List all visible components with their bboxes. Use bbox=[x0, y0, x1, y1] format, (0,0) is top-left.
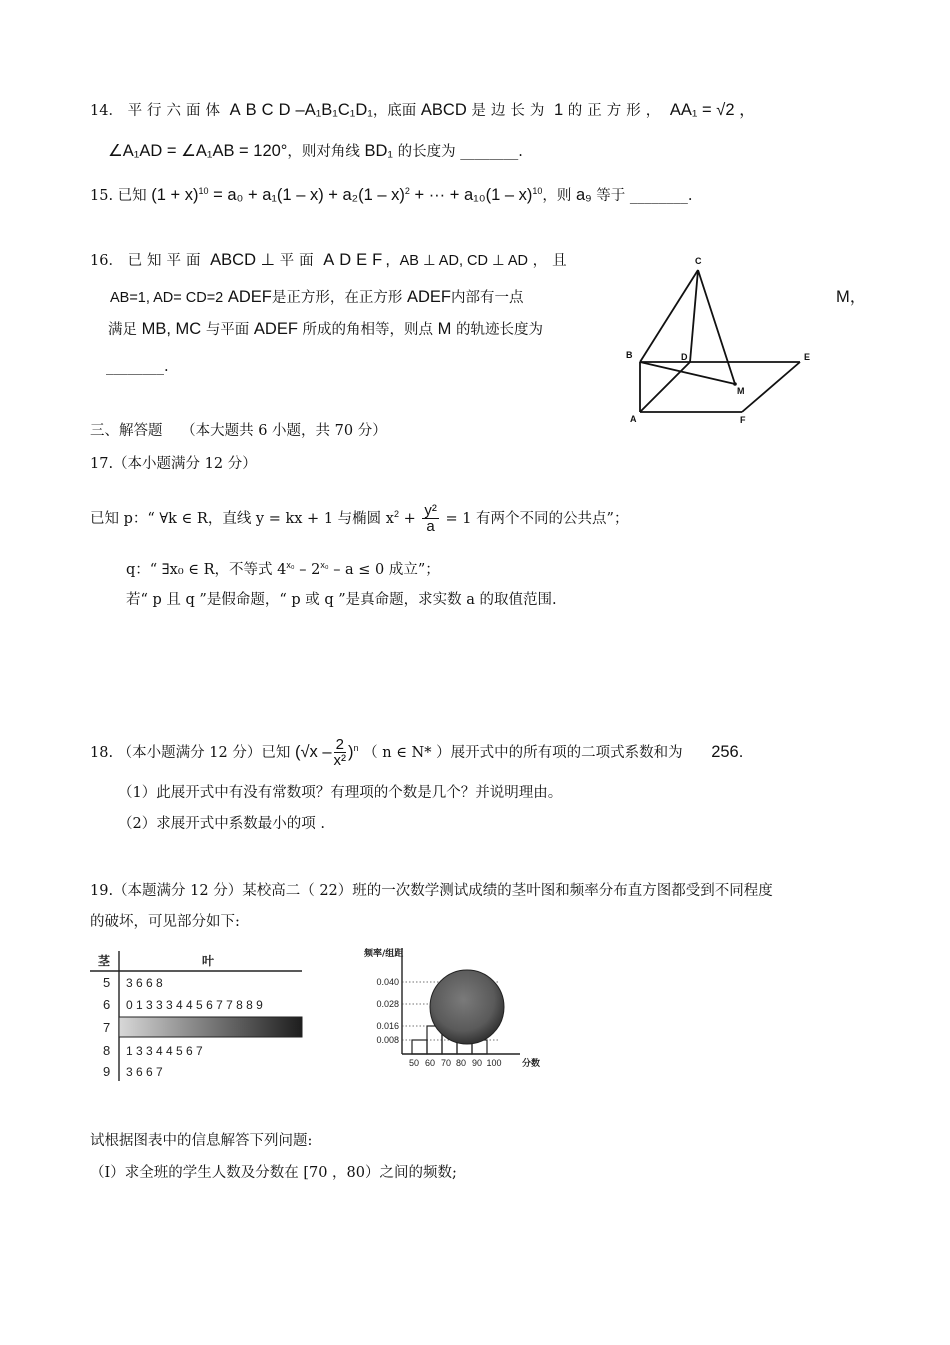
q16-line2: AB=1, AD= CD=2 ADEF是正方形，在正方形 ADEF内部有一点 bbox=[110, 288, 524, 306]
xtick-100: 100 bbox=[486, 1058, 502, 1068]
q14-line2: ∠A₁AD = ∠A₁AB = 120°，则对角线 BD₁ 的长度为 ________. bbox=[108, 142, 523, 160]
q15-line: 15. 已知 $(1 + x)^{10} = a_0 + a_1(1 - x) + a_2(1 - x)^2$ + ··· + a₁₀(1 – x)$^{10}$，则 a₉ 等于 ________. bbox=[90, 185, 693, 204]
stem-9: 9 bbox=[103, 1064, 111, 1079]
q16-geometry-figure bbox=[620, 250, 820, 430]
label-f: F bbox=[740, 415, 746, 425]
label-a: A bbox=[630, 414, 637, 424]
ytick-0028: 0.028 bbox=[376, 999, 399, 1009]
q18-item1: （1）此展开式中有没有常数项？有理项的个数是几个？并说明理由。 bbox=[118, 785, 563, 801]
leaves-8: 1 3 3 4 4 5 6 7 bbox=[126, 1044, 203, 1058]
leaves-5: 3 6 6 8 bbox=[126, 976, 163, 990]
q16-line1: 16． 已知平面 ABCD ⊥ 平面 ADEF, AB ⊥ AD, CD ⊥ AD ，且 bbox=[90, 251, 572, 269]
stem-7: 7 bbox=[103, 1020, 111, 1035]
stem-6: 6 bbox=[103, 997, 111, 1012]
q18-line: 18. （本小题满分 12 分）已知 (√x – $\frac{2}{\text{x²}}$ )$^n$ （ n ∈ N* ）展开式中的所有项的二项式系数和为 256. bbox=[90, 736, 744, 770]
q16-line4: ________. bbox=[106, 359, 169, 375]
q17-head: 17.（本小题满分 12 分） bbox=[90, 456, 257, 472]
xtick-80: 80 bbox=[455, 1058, 467, 1068]
label-m: M bbox=[737, 386, 745, 396]
bar-50-60 bbox=[412, 1040, 427, 1054]
xtick-60: 60 bbox=[424, 1058, 436, 1068]
xtick-50: 50 bbox=[408, 1058, 420, 1068]
damaged-row-70s bbox=[119, 1017, 302, 1037]
q14-line1: 14． 平行六面体 ABCD–A₁B₁C₁D₁，底面 ABCD 是边长为 1 的正方形， AA₁ = √2 ， bbox=[90, 101, 756, 119]
xtick-90: 90 bbox=[471, 1058, 483, 1068]
stem-header: 茎 bbox=[98, 954, 111, 968]
q16-line3: 满足 MB, MC 与平面 ADEF 所成的角相等，则点 M 的轨迹长度为 bbox=[108, 320, 544, 338]
stem-8: 8 bbox=[103, 1043, 111, 1058]
ytick-0016: 0.016 bbox=[376, 1021, 399, 1031]
leaves-9: 3 6 6 7 bbox=[126, 1065, 163, 1079]
q17-q: q：“ ∃x₀ ∈ R，不等式 $4^{x_0} - 2^{x_0} - a \le 0$ 成立”； bbox=[126, 560, 440, 578]
leaves-6: 0 1 3 3 3 4 4 5 6 7 7 8 8 9 bbox=[126, 998, 263, 1012]
label-d: D bbox=[681, 352, 688, 362]
leaf-header: 叶 bbox=[202, 954, 215, 968]
section3-heading: 三、解答题 （本大题共 6 小题，共 70 分） bbox=[90, 423, 387, 439]
xtick-70: 70 bbox=[440, 1058, 452, 1068]
label-e: E bbox=[804, 352, 811, 362]
q14-number: 14． bbox=[90, 103, 123, 119]
q18-fraction: $\frac{2}{\text{x²}}$ bbox=[333, 736, 347, 770]
q17-p: 已知 p：“ ∀k ∈ R，直线 y = kx + 1 与椭圆 $x^2$ + $\frac{\text{y²}}{a}$ = 1 有两个不同的公共点”； bbox=[90, 502, 629, 536]
q19-line2: 的破坏，可见部分如下: bbox=[90, 914, 240, 930]
q19-item1: （Ⅰ）求全班的学生人数及分数在 [70 ，80）之间的频数; bbox=[90, 1165, 457, 1181]
q16-point-m: M， bbox=[836, 288, 867, 306]
ytick-0040: 0.040 bbox=[376, 977, 399, 987]
ytick-0008: 0.008 bbox=[376, 1035, 399, 1045]
stem-5: 5 bbox=[103, 975, 111, 990]
stem-leaf-plot bbox=[90, 945, 310, 1085]
label-b: B bbox=[626, 350, 633, 360]
y-axis-label: 频率/组距 bbox=[364, 949, 404, 959]
q19-instructions: 试根据图表中的信息解答下列问题: bbox=[90, 1133, 313, 1149]
damage-blot bbox=[430, 970, 504, 1044]
x-axis-label: 分数 bbox=[522, 1059, 541, 1069]
label-c: C bbox=[695, 256, 702, 266]
q17-fraction: $\frac{\text{y²}}{a}$ bbox=[424, 502, 437, 536]
frequency-histogram bbox=[360, 942, 560, 1082]
q18-item2: （2）求展开式中系数最小的项 . bbox=[118, 816, 325, 832]
q19-line1: 19.（本题满分 12 分）某校高二（ 22）班的一次数学测试成绩的茎叶图和频率分布直方图都受到不同程度 bbox=[90, 883, 773, 899]
q17-requirement: 若“ p 且 q ”是假命题，“ p 或 q ”是真命题，求实数 a 的取值范围. bbox=[126, 592, 557, 608]
